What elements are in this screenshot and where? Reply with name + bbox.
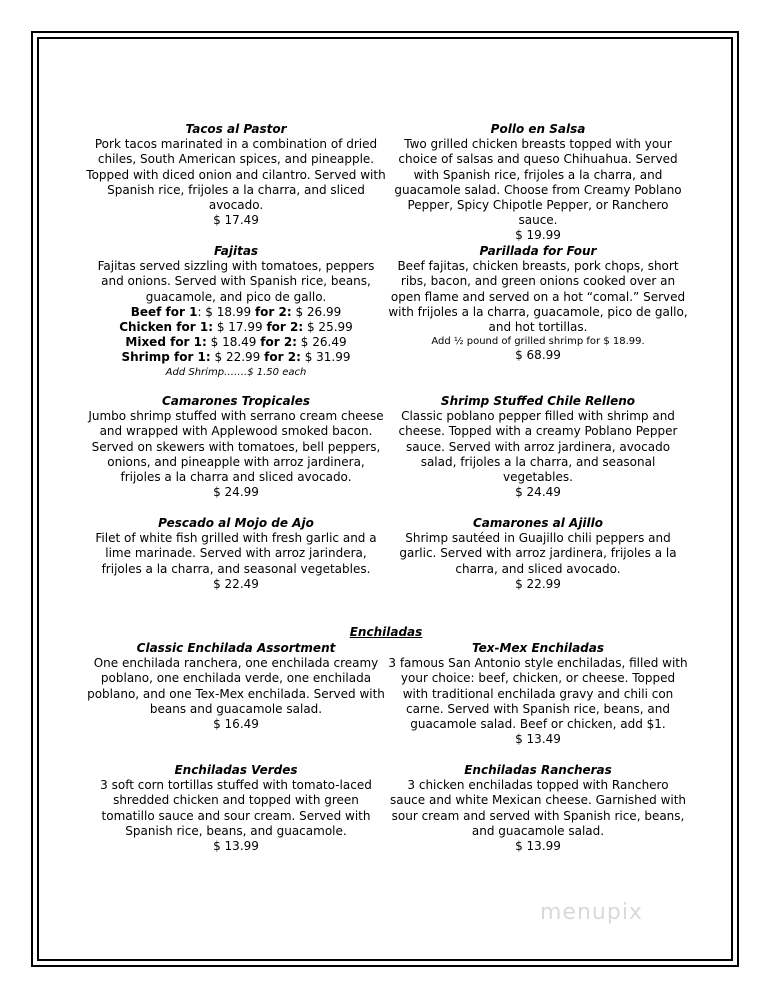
item-price: $ 19.99 (515, 228, 561, 243)
fajitas-option-shrimp: Shrimp for 1: $ 22.99 for 2: $ 31.99 (121, 350, 351, 365)
menu-item-enchiladas-rancheras (388, 763, 688, 854)
menu-item-parillada (388, 244, 688, 363)
item-price: $ 22.49 (213, 576, 259, 591)
item-name: Fajitas (213, 244, 259, 258)
menu-item-camarones-ajillo (388, 516, 688, 592)
item-name: Enchiladas Verdes (174, 763, 298, 777)
item-name: Classic Enchilada Assortment (136, 641, 336, 655)
item-description: Pork tacos marinated in a combination of dried chiles, South American spices, and pineapple. Topped with diced onion and cilantro. Served with Spanish rice, frijoles a la charra, and sliced avocado. (86, 137, 386, 213)
item-description: 3 soft corn tortillas stuffed with tomato-laced shredded chicken and topped with green tomatillo sauce and sour cream. Served with Spanish rice, beans, and guacamole. (100, 778, 372, 838)
item-price: $ 16.49 (213, 717, 259, 732)
item-note: Add ½ pound of grilled shrimp for $ 18.99. (431, 336, 645, 348)
item-description: Fajitas served sizzling with tomatoes, peppers and onions. Served with Spanish rice, beans, guacamole, and pico de gallo. (97, 259, 375, 304)
item-name: Camarones al Ajillo (472, 516, 604, 530)
item-name: Shrimp Stuffed Chile Relleno (440, 394, 636, 408)
item-description: Two grilled chicken breasts topped with your choice of salsas and queso Chihuahua. Served with Spanish rice, frijoles a la charra, and guacamole salad. Choose from Creamy Poblano Pepper, Spicy Chipotle Pepper, or Ranchero sauce. (394, 137, 682, 228)
item-description: Shrimp sautéed in Guajillo chili peppers and garlic. Served with arroz jardinera, frijoles a la charra, and sliced avocado. (399, 531, 677, 576)
item-name: Enchiladas Rancheras (464, 763, 612, 777)
item-price: $ 13.99 (515, 839, 561, 854)
menu-item-texmex-enchiladas (388, 641, 688, 747)
watermark-logo: menupix (540, 900, 643, 925)
fajitas-option-beef: Beef for 1: $ 18.99 for 2: $ 26.99 (130, 304, 342, 319)
item-price: $ 24.49 (515, 485, 561, 500)
menu-item-camarones-tropicales (86, 394, 386, 500)
item-name: Tacos al Pastor (185, 122, 287, 136)
menu-item-pollo-en-salsa (388, 122, 688, 244)
item-name: Pescado al Mojo de Ajo (158, 516, 314, 530)
menu-item-classic-enchilada (86, 641, 386, 732)
item-description: One enchilada ranchera, one enchilada creamy poblano, one enchilada verde, one enchilada poblano, and one Tex-Mex enchilada. Served with beans and guacamole salad. (87, 656, 385, 716)
section-title-enchiladas: Enchiladas (349, 625, 423, 639)
menu-item-enchiladas-verdes (86, 763, 386, 854)
item-name: Tex-Mex Enchiladas (471, 641, 605, 655)
item-description: Beef fajitas, chicken breasts, pork chops, short ribs, bacon, and green onions cooked over an open flame and served on a hot “comal.” Served with frijoles a la charra, guacamole, pico de gallo, and hot tortillas. (388, 259, 688, 335)
fajitas-option-chicken: Chicken for 1: $ 17.99 for 2: $ 25.99 (119, 320, 353, 335)
item-description: 3 chicken enchiladas topped with Ranchero sauce and white Mexican cheese. Garnished with sour cream and served with Spanish rice, beans, and guacamole salad. (389, 778, 687, 838)
item-note: Add Shrimp…….$ 1.50 each (165, 366, 307, 378)
item-description: Jumbo shrimp stuffed with serrano cream cheese and wrapped with Applewood smoked bacon. Served on skewers with tomatoes, bell peppers, onions, and pineapple with arroz jardinera, frijoles a la charra and sliced avocado. (88, 409, 384, 485)
menu-item-shrimp-chile-relleno (388, 394, 688, 500)
item-price: $ 17.49 (213, 213, 259, 228)
item-description: Filet of white fish grilled with fresh garlic and a lime marinade. Served with arroz jarindera, frijoles a la charra, and seasonal vegetables. (95, 531, 377, 576)
fajitas-option-mixed: Mixed for 1: $ 18.49 for 2: $ 26.49 (125, 335, 347, 350)
item-description: 3 famous San Antonio style enchiladas, filled with your choice: beef, chicken, or cheese. Topped with traditional enchilada gravy and chili con carne. Served with Spanish rice, beans, and guacamole salad. Beef or chicken, add $1. (388, 656, 688, 732)
item-description: Classic poblano pepper filled with shrimp and cheese. Topped with a creamy Poblano Pepper sauce. Served with arroz jardinera, avocado salad, frijoles a la charra, and seasonal vegetables. (398, 409, 678, 485)
item-price: $ 13.49 (515, 732, 561, 747)
menu-item-tacos-al-pastor (86, 122, 386, 228)
item-price: $ 13.99 (213, 839, 259, 854)
menu-item-fajitas (86, 244, 386, 379)
item-price: $ 68.99 (515, 348, 561, 363)
item-price: $ 24.99 (213, 485, 259, 500)
item-name: Pollo en Salsa (490, 122, 586, 136)
item-price: $ 22.99 (515, 576, 561, 591)
item-name: Parillada for Four (479, 244, 597, 258)
item-name: Camarones Tropicales (161, 394, 310, 408)
menu-item-pescado (86, 516, 386, 592)
